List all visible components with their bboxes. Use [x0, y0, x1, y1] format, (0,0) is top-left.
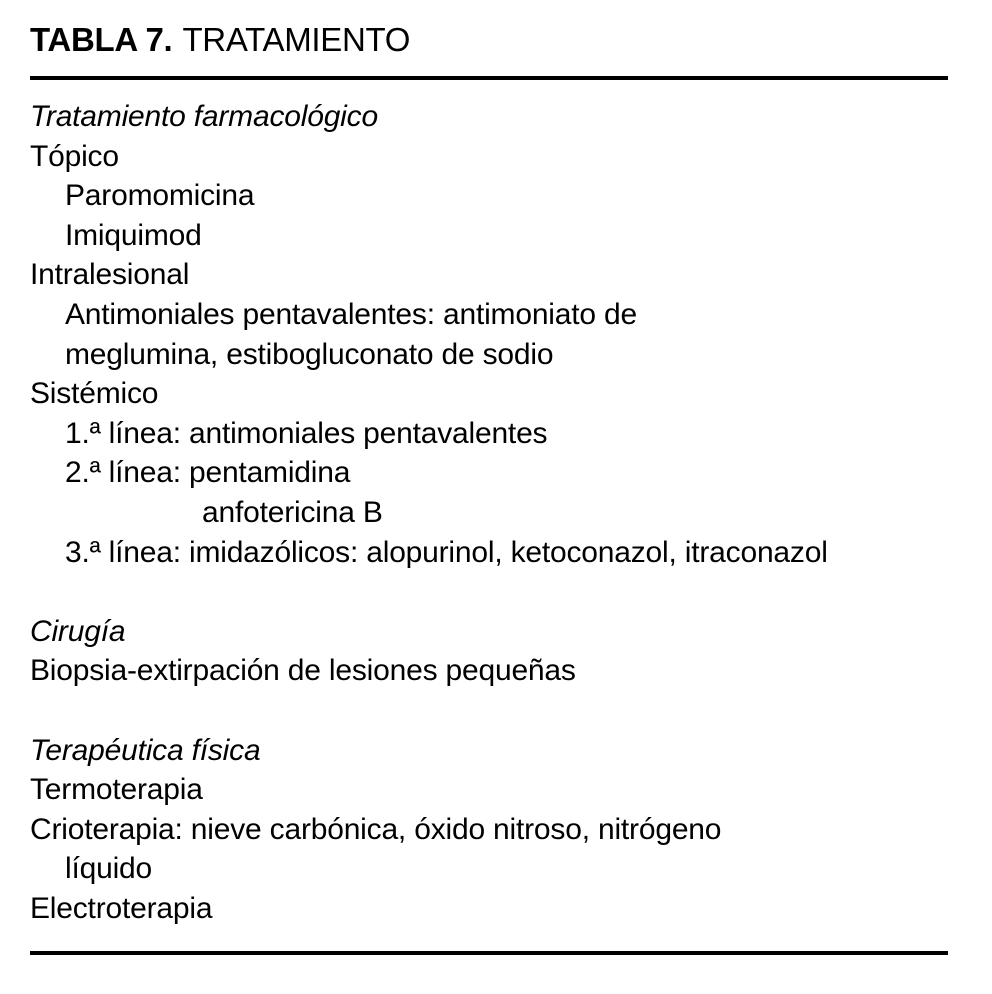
subsection-topico: Tópico [30, 139, 119, 173]
list-item: Imiquimod [65, 218, 202, 252]
list-item-crioterapia-continuation: líquido [65, 852, 153, 886]
list-item-termoterapia: Termoterapia [30, 773, 203, 807]
spacer [30, 691, 960, 731]
top-rule [30, 76, 948, 80]
section-heading-cirugia: Cirugía [30, 614, 126, 648]
list-item-linea-2-continuation: anfotericina B [202, 495, 383, 529]
table-label: TABLA 7. [30, 21, 173, 58]
table-body [30, 97, 960, 928]
list-item-electroterapia: Electroterapia [30, 891, 213, 925]
subsection-intralesional: Intralesional [30, 258, 190, 292]
list-item: Antimoniales pentavalentes: antimoniato de [65, 297, 637, 331]
list-item-linea-1: 1.ª línea: antimoniales pentavalentes [65, 416, 548, 450]
table-title [30, 20, 410, 60]
table-caption: TRATAMIENTO [182, 21, 411, 58]
section-heading-farmacologico: Tratamiento farmacológico [30, 100, 378, 133]
list-item: Biopsia-extirpación de lesiones pequeñas [30, 654, 576, 688]
list-item-linea-3: 3.ª línea: imidazólicos: alopurinol, ketoconazol, itraconazol [65, 535, 828, 569]
list-item-linea-2: 2.ª línea: pentamidina [65, 456, 351, 490]
section-heading-fisica: Terapéutica física [30, 733, 261, 767]
list-item-continuation: meglumina, estibogluconato de sodio [65, 337, 554, 371]
bottom-rule [30, 951, 948, 955]
list-item-crioterapia: Crioterapia: nieve carbónica, óxido nitroso, nitrógeno [30, 812, 722, 846]
list-item: Paromomicina [65, 179, 255, 213]
spacer [30, 572, 960, 612]
subsection-sistemico: Sistémico [30, 377, 159, 411]
